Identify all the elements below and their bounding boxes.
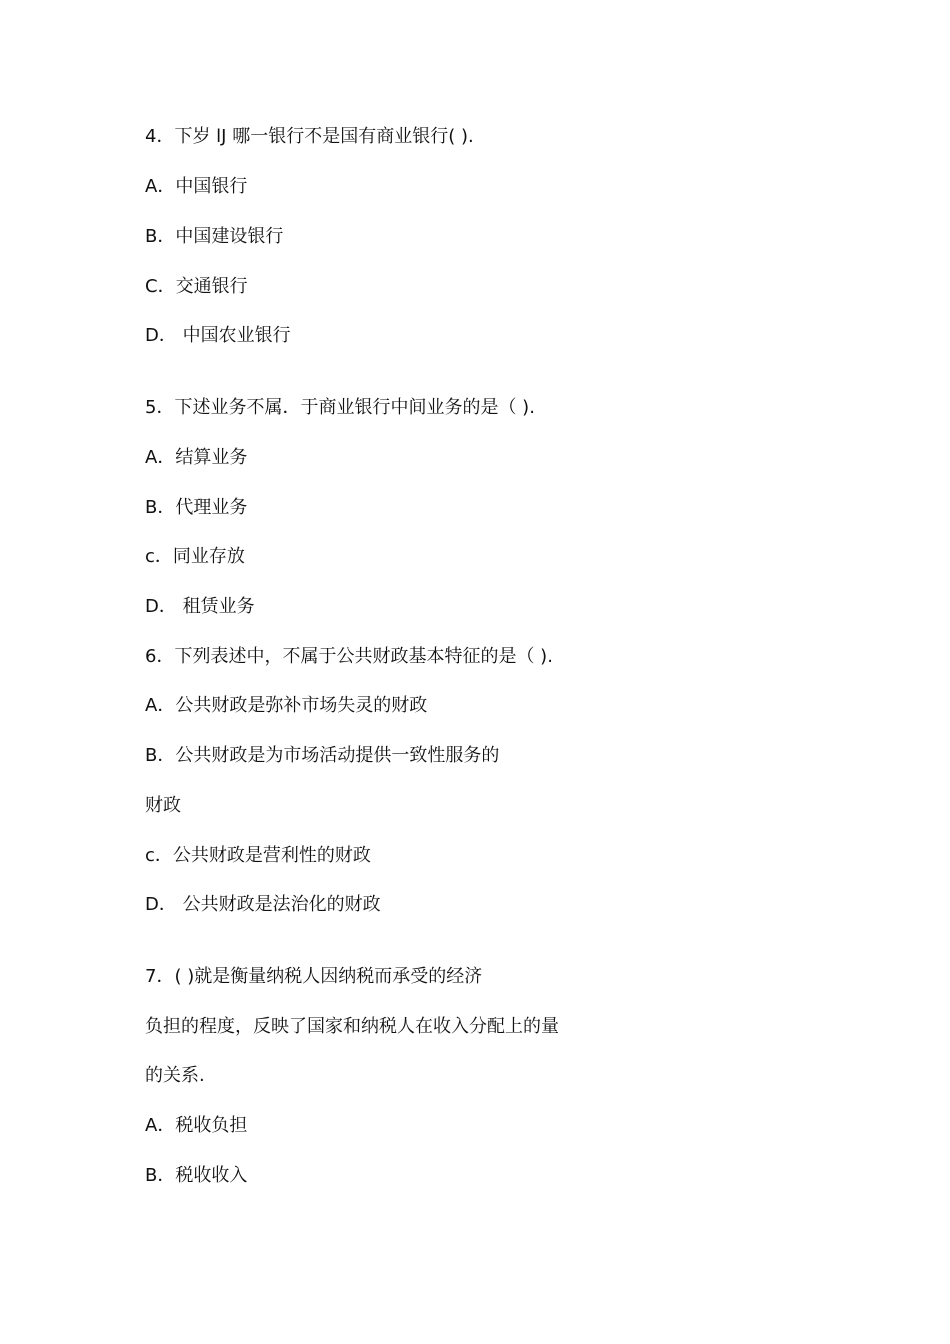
question-5-option-b: B．代理业务 [145, 497, 248, 518]
question-5-stem: 5．下述业务不属．于商业银行中间业务的是（ ). [145, 397, 535, 418]
question-7-stem-line-1: 7．( )就是衡量纳税人因纳税而承受的经济 [145, 966, 483, 987]
question-6-option-b-continued: 财政 [145, 795, 181, 816]
question-4-option-c: C．交通银行 [145, 276, 248, 297]
question-7-stem-line-3: 的关系. [145, 1065, 205, 1086]
question-7-option-a: A．税收负担 [145, 1115, 248, 1136]
question-5-option-c: c．同业存放 [145, 546, 245, 567]
question-4-option-d: D． 中国农业银行 [145, 325, 291, 346]
question-6-stem: 6．下列表述中，不属于公共财政基本特征的是（ ). [145, 646, 553, 667]
question-4-option-a: A．中国银行 [145, 176, 248, 197]
question-5-option-a: A．结算业务 [145, 447, 248, 468]
question-6-option-b: B．公共财政是为市场活动提供一致性服务的 [145, 745, 500, 766]
question-6-option-c: c．公共财政是营利性的财政 [145, 845, 371, 866]
question-7-stem-line-2: 负担的程度，反映了国家和纳税人在收入分配上的量 [145, 1016, 559, 1037]
question-4-option-b: B．中国建设银行 [145, 226, 284, 247]
question-4-stem: 4．下岁 lJ 哪一银行不是国有商业银行( ). [145, 126, 474, 147]
question-6-option-a: A．公共财政是弥补市场失灵的财政 [145, 695, 428, 716]
question-6-option-d: D． 公共财政是法治化的财政 [145, 894, 381, 915]
question-7-option-b: B．税收收入 [145, 1165, 248, 1186]
question-5-option-d: D． 租赁业务 [145, 596, 255, 617]
